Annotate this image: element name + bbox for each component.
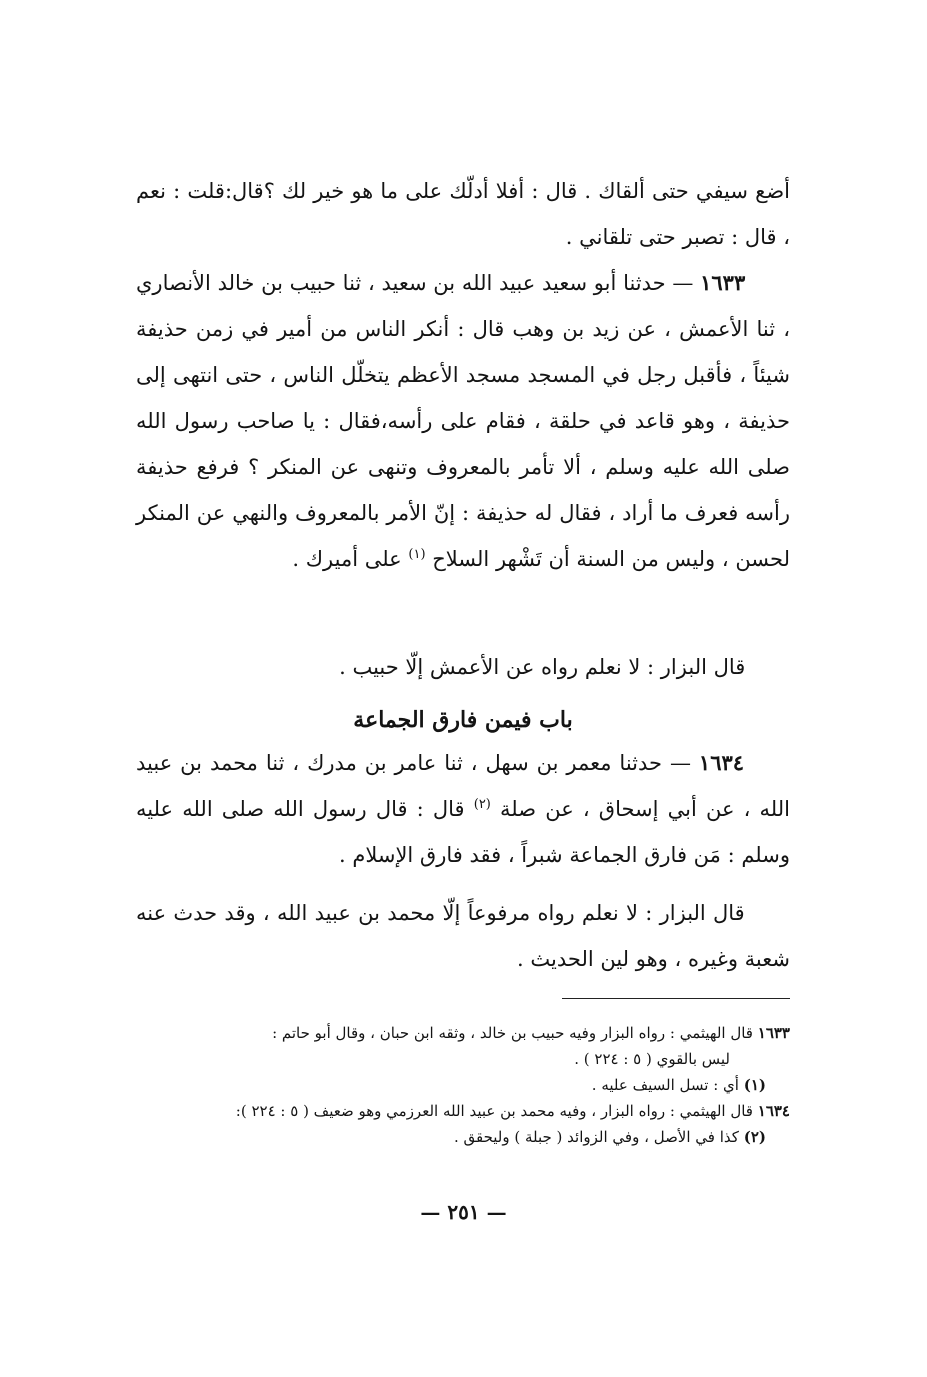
footnote-text: ليس بالقوي ( ٥ : ٢٢٤ ) . [574,1050,730,1068]
footnote-number: ١٦٣٣ [757,1024,790,1042]
comment-text: قال البزار : لا نعلم رواه عن الأعمش إلّا حبيب . [339,655,746,679]
paragraph-text: أضع سيفي حتى ألقاك . قال : أفلا أدلّك على ما هو خير لك ؟قال:قلت : نعم ، قال : تصبر حتى تلقاني . [136,179,790,249]
hadith-text-end: قال : قال رسول الله صلى الله عليه وسلم : مَن فارق الجماعة شبراً ، فقد فارق الإسلام . [136,797,790,867]
footnote-text: كذا في الأصل ، وفي الزوائد ( جبلة ) وليحقق . [453,1128,739,1146]
hadith-paragraph [136,260,790,582]
hadith-1634 [136,740,790,878]
footnote-1633 [130,1020,790,1046]
footnote-text: قال الهيثمي : رواه البزار ، وفيه محمد بن عبيد الله العرزمي وهو ضعيف ( ٥ : ٢٢٤ ): [235,1102,753,1120]
hadith-1633 [136,260,790,582]
footnote-1634 [130,1098,790,1124]
footnote-marker: (٢) [743,1128,766,1146]
footnote-number: ١٦٣٤ [757,1102,790,1120]
footnote-a [130,1072,790,1098]
footnote-b [130,1124,790,1150]
footnote-1633-continuation [130,1046,790,1072]
comment-text: قال البزار : لا نعلم رواه مرفوعاً إلّا محمد بن عبيد الله ، وقد حدث عنه شعبة وغيره ، وهو لين الحديث . [136,901,790,971]
footnote-marker: (١) [743,1076,766,1094]
comment-paragraph [136,644,790,690]
bazzar-comment-2 [136,890,790,982]
comment-paragraph [136,890,790,982]
footnote-separator [562,998,790,999]
footnotes-section [130,1020,790,1150]
footnote-text: أي : تسل السيف عليه . [591,1076,739,1094]
bazzar-comment-1 [136,644,790,690]
page-number: — ٢٥١ — [420,1200,507,1224]
chapter-heading: باب فيمن فارق الجماعة [353,707,573,733]
hadith-text: — حدثنا أبو سعيد عبيد الله بن سعيد ، ثنا حبيب بن خالد الأنصاري ، ثنا الأعمش ، عن زيد بن وهب قال : أنكر الناس من أمير في زمن حذيفة شيئاً ، فأقبل رجل في المسجد مسجد الأعظم يتخلّل الناس ، حتى انتهى إلى حذيفة ، وهو قاعد في حلقة ، فقام على رأسه،فقال : يا صاحب رسول الله صلى الله عليه وسلم ، ألا تأمر بالمعروف وتنهى عن المنكر ؟ فرفع حذيفة رأسه فعرف ما أراد ، فقال له حذيفة : إنّ الأمر بالمعروف والنهي عن المنكر لحسن ، وليس من السنة أن تَشْهر السلاح [136,271,790,571]
hadith-text-end: على أميرك . [292,547,402,571]
continuation-paragraph [136,168,790,260]
footnote-reference: (٢) [473,797,491,812]
footnote-text: قال الهيثمي : رواه البزار وفيه حبيب بن خالد ، وثقه ابن حبان ، وقال أبو حاتم : [272,1024,753,1042]
hadith-number: ١٦٣٤ [698,750,745,775]
hadith-number: ١٦٣٣ [700,270,746,295]
footnote-reference: (١) [408,547,426,562]
hadith-text: — حدثنا معمر بن سهل ، ثنا عامر بن مدرك ، ثنا محمد بن عبيد الله ، عن أبي إسحاق ، عن صلة [136,751,790,821]
hadith-paragraph [136,740,790,878]
